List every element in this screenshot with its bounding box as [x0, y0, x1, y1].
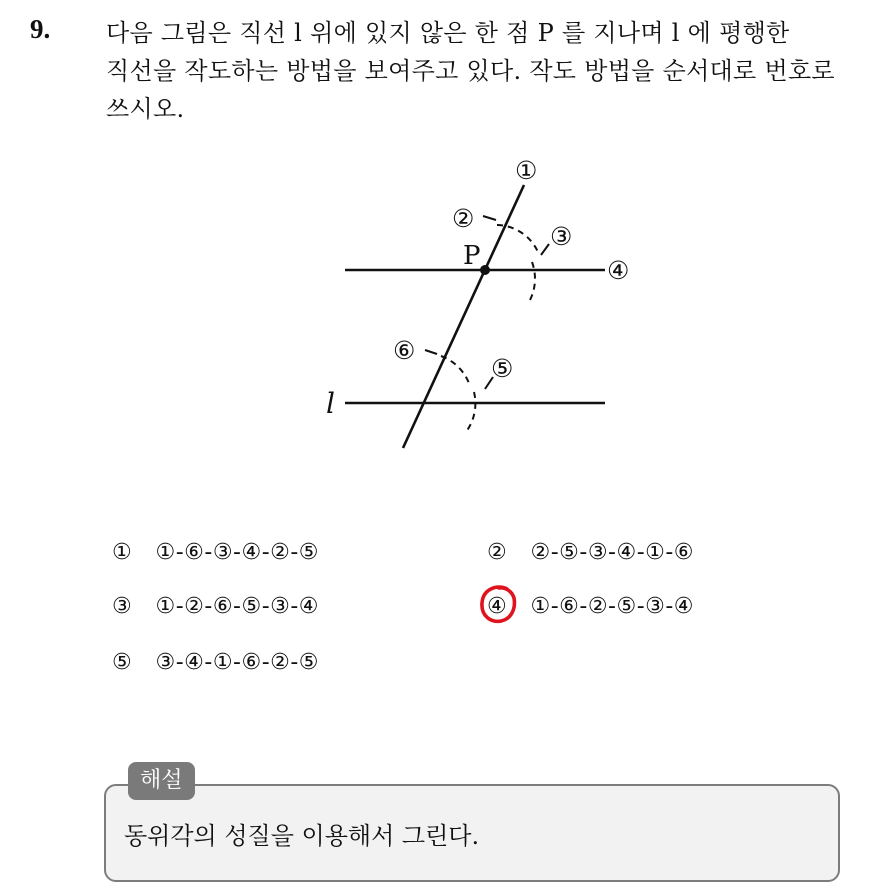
choice-2-sequence: ②-⑤-③-④-①-⑥ — [530, 540, 695, 565]
label-5: ⑤ — [491, 354, 514, 383]
choice-3-sequence: ①-②-⑥-⑤-③-④ — [155, 594, 320, 619]
label-3: ③ — [550, 222, 573, 251]
choice-2-number: ② — [487, 540, 508, 565]
choice-5-number: ⑤ — [112, 650, 133, 675]
line-l-label: l — [326, 387, 335, 420]
question-line-1: 다음 그림은 직선 l 위에 있지 않은 한 점 P 를 지나며 l 에 평행한 — [106, 19, 790, 47]
question-line-2: 직선을 작도하는 방법을 보여주고 있다. 작도 방법을 순서대로 번호로 — [106, 57, 835, 85]
choice-3[interactable] — [112, 594, 319, 619]
choice-1[interactable] — [112, 540, 319, 565]
choice-5-sequence: ③-④-①-⑥-②-⑤ — [155, 650, 320, 675]
choice-4-number: ④ — [487, 594, 508, 619]
label-2: ② — [452, 204, 475, 233]
choice-2[interactable] — [487, 540, 694, 565]
explanation-text: 동위각의 성질을 이용해서 그린다. — [124, 822, 480, 850]
choice-4-sequence: ①-⑥-②-⑤-③-④ — [530, 594, 695, 619]
explanation-tag: 해설 — [128, 762, 195, 800]
label-4: ④ — [607, 256, 630, 285]
question-number: 9. — [30, 14, 51, 44]
label-6: ⑥ — [393, 336, 416, 365]
choice-3-number: ③ — [112, 594, 133, 619]
point-p-label: P — [463, 241, 481, 271]
label-1: ① — [515, 156, 538, 185]
choice-1-sequence: ①-⑥-③-④-②-⑤ — [155, 540, 320, 565]
question-line-3: 쓰시오. — [106, 95, 185, 123]
answer-circle-mark — [477, 583, 519, 625]
choice-5[interactable] — [112, 650, 319, 675]
choice-1-number: ① — [112, 540, 133, 565]
